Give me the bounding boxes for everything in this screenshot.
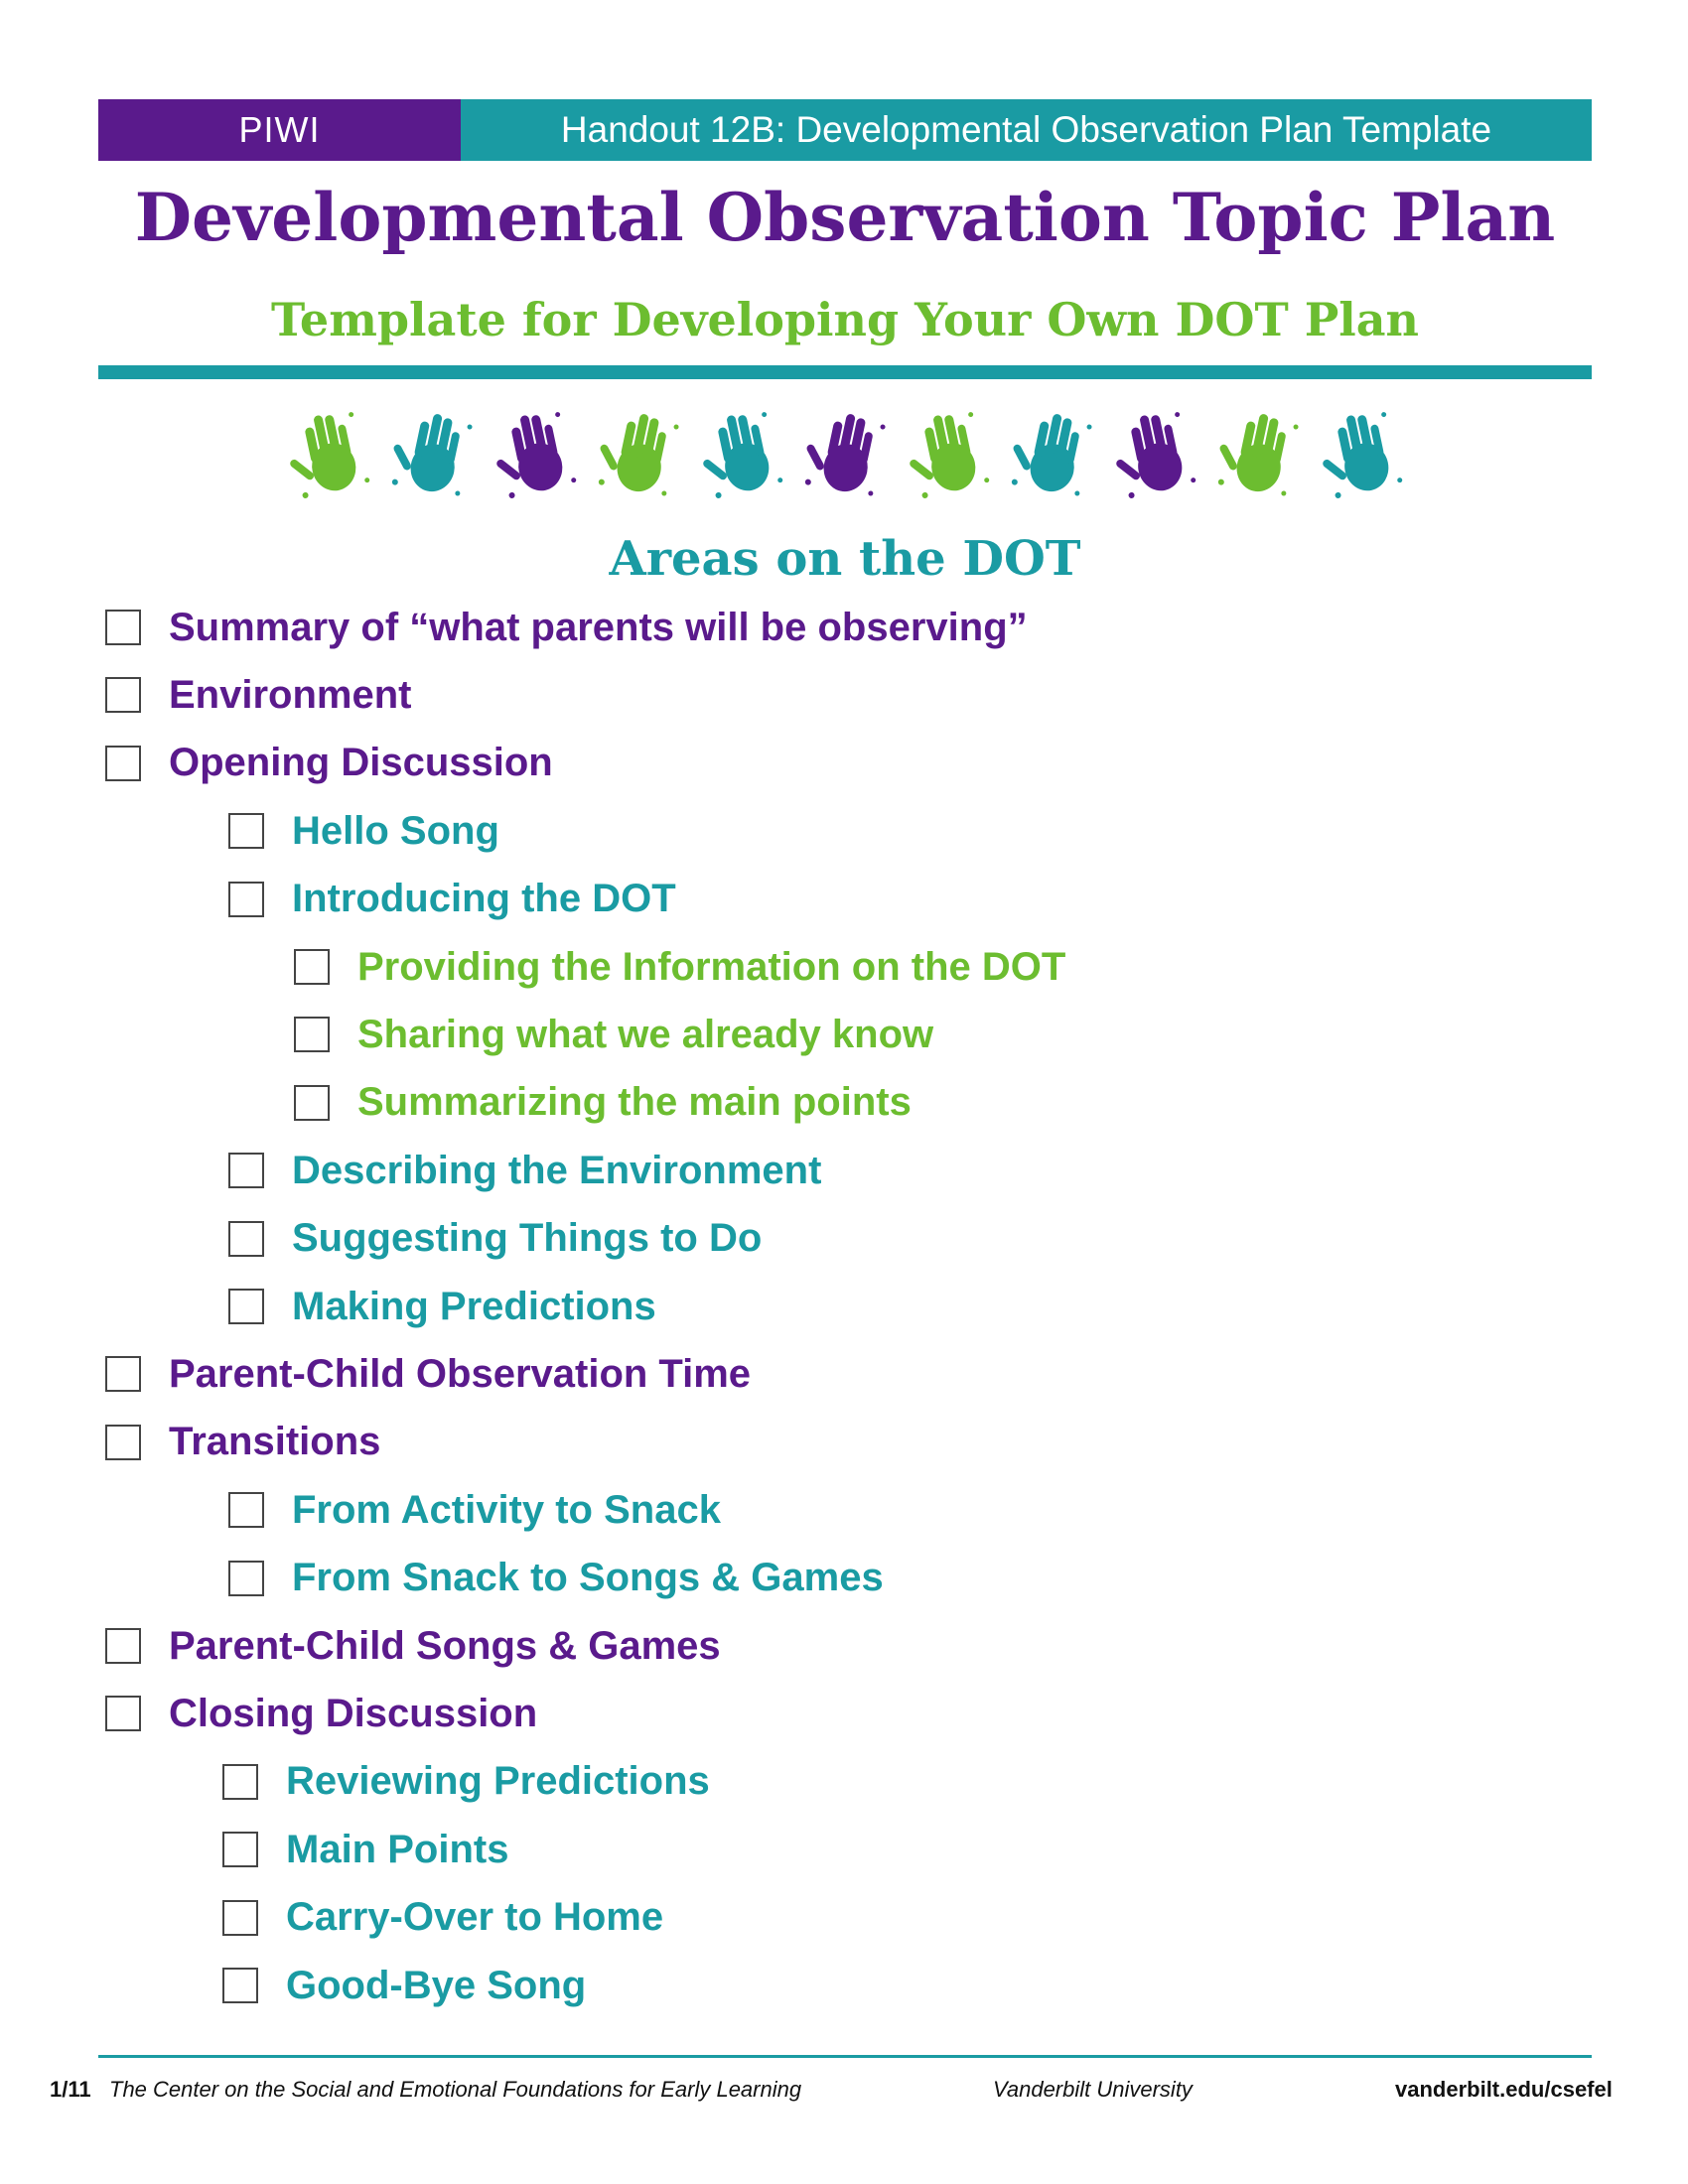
checklist-item <box>294 1073 912 1133</box>
checkbox[interactable] <box>294 949 330 985</box>
checkbox[interactable] <box>228 1153 264 1188</box>
checkbox[interactable] <box>294 1085 330 1121</box>
checklist-item <box>228 1549 884 1608</box>
checkbox[interactable] <box>105 610 141 645</box>
checkbox[interactable] <box>105 1425 141 1460</box>
checklist-item <box>228 1209 762 1269</box>
checklist-item-label: Hello Song <box>292 808 499 853</box>
page-subtitle: Template for Developing Your Own DOT Plan <box>270 293 1420 346</box>
checkbox[interactable] <box>222 1832 258 1867</box>
checkbox[interactable] <box>105 1696 141 1731</box>
checklist-item <box>228 1141 821 1200</box>
checkbox[interactable] <box>105 677 141 713</box>
header-program-label: PIWI <box>98 99 461 161</box>
checkbox[interactable] <box>222 1764 258 1800</box>
checklist-item-label: Providing the Information on the DOT <box>357 944 1066 989</box>
checkbox[interactable] <box>105 746 141 781</box>
footer-organization: The Center on the Social and Emotional Foundations for Early Learning <box>109 2077 802 2102</box>
footer-divider <box>98 2055 1592 2058</box>
checklist-item-label: Closing Discussion <box>169 1691 538 1735</box>
checklist-item-label: Main Points <box>286 1827 509 1871</box>
checklist-item-label: Suggesting Things to Do <box>292 1216 763 1261</box>
checkbox[interactable] <box>228 1492 264 1528</box>
handprint-icon <box>598 402 682 501</box>
checklist-item-label: Good-Bye Song <box>286 1963 587 2007</box>
checklist-item-label: From Activity to Snack <box>292 1487 721 1532</box>
handprint-icon <box>804 402 889 501</box>
checklist-item-label: Transitions <box>169 1420 381 1464</box>
checklist-item <box>105 598 1028 657</box>
checklist-item <box>105 1616 721 1676</box>
header-bar <box>98 99 1592 161</box>
checklist-item <box>105 1684 537 1743</box>
checklist-item <box>222 1820 508 1879</box>
checklist-item-label: Sharing what we already know <box>357 1012 934 1056</box>
checklist-item <box>228 1277 656 1336</box>
footer-url: vanderbilt.edu/csefel <box>1395 2077 1613 2102</box>
checklist-item-label: Introducing the DOT <box>292 877 676 921</box>
checklist-item-label: Environment <box>169 672 412 717</box>
checkbox[interactable] <box>228 1561 264 1596</box>
checkbox[interactable] <box>294 1017 330 1052</box>
checklist-item <box>105 1344 751 1404</box>
handprint-icon <box>1217 402 1302 501</box>
checkbox[interactable] <box>228 882 264 917</box>
checklist-item <box>228 801 499 861</box>
checkbox[interactable] <box>228 1289 264 1324</box>
title-divider <box>98 365 1592 379</box>
handprint-icon <box>1011 402 1095 501</box>
handprint-icon <box>1114 402 1198 501</box>
handprint-icon <box>391 402 476 501</box>
checklist-item <box>222 1752 710 1812</box>
checklist-item-label: Parent-Child Observation Time <box>169 1351 752 1396</box>
checklist-item-label: Making Predictions <box>292 1284 656 1328</box>
checkbox[interactable] <box>105 1628 141 1664</box>
checklist-item-label: Summarizing the main points <box>357 1080 912 1125</box>
checklist-item <box>228 1480 721 1540</box>
handprint-icon <box>494 402 579 501</box>
section-heading: Areas on the DOT <box>609 531 1081 587</box>
page-title: Developmental Observation Topic Plan <box>134 179 1556 256</box>
handprint-icon <box>908 402 992 501</box>
checklist-item <box>105 1413 380 1472</box>
checkbox[interactable] <box>222 1968 258 2003</box>
checklist-item <box>294 937 1065 997</box>
checklist-item <box>228 870 676 929</box>
checklist-item <box>222 1888 663 1948</box>
footer-university: Vanderbilt University <box>993 2077 1193 2102</box>
header-handout-title: Handout 12B: Developmental Observation Plan Template <box>461 99 1592 161</box>
checklist-item <box>222 1956 586 2015</box>
checklist-item-label: Reviewing Predictions <box>286 1759 710 1804</box>
checklist-item-label: Summary of “what parents will be observing” <box>169 605 1028 649</box>
checklist-item-label: Parent-Child Songs & Games <box>169 1623 721 1668</box>
handprint-icon <box>701 402 785 501</box>
checklist-item-label: Carry-Over to Home <box>286 1895 664 1940</box>
handprint-icon <box>288 402 372 501</box>
handprint-decoration <box>288 402 1430 501</box>
checklist-item-label: From Snack to Songs & Games <box>292 1556 884 1600</box>
checkbox[interactable] <box>228 813 264 849</box>
checkbox[interactable] <box>222 1900 258 1936</box>
footer-page-number: 1/11 <box>50 2077 91 2102</box>
checklist-item <box>105 734 553 793</box>
checklist-item <box>105 665 411 725</box>
checklist-item-label: Describing the Environment <box>292 1148 822 1192</box>
checklist-item <box>294 1005 933 1064</box>
checkbox[interactable] <box>105 1356 141 1392</box>
checkbox[interactable] <box>228 1221 264 1257</box>
handprint-icon <box>1321 402 1405 501</box>
checklist-item-label: Opening Discussion <box>169 741 553 785</box>
